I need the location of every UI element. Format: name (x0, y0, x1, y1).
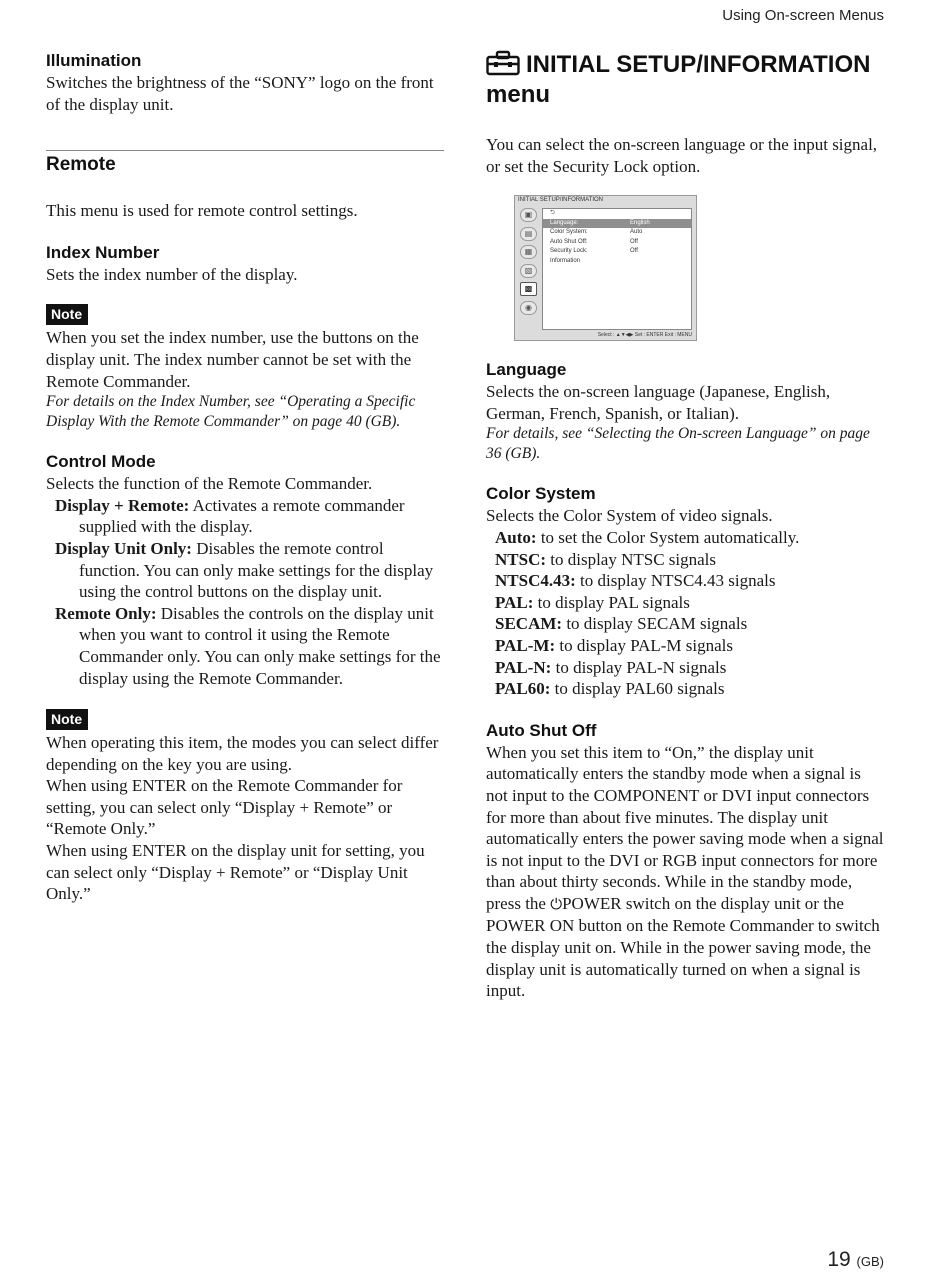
page-number: 19 (GB) (827, 1248, 884, 1271)
osd-title: INITIAL SETUP/INFORMATION (518, 197, 604, 204)
setup-menu-icon: ▧ (520, 264, 537, 278)
control-mode-note: When operating this item, the modes you can select differ depending on the key you are using. (46, 733, 439, 774)
color-system-heading: Color System (486, 484, 596, 504)
color-system-option: PAL60: to display PAL60 signals (495, 679, 725, 699)
color-system-option: PAL: to display PAL signals (495, 592, 690, 612)
auto-shut-off-heading: Auto Shut Off (486, 720, 597, 740)
power-icon: ⏻ (550, 894, 563, 913)
note-badge: Note (46, 709, 88, 730)
index-number-text: Sets the index number of the display. (46, 264, 298, 284)
color-system-text: Selects the Color System of video signals. (486, 506, 773, 526)
color-system-option: NTSC4.43: to display NTSC4.43 signals (495, 571, 776, 591)
color-system-option: SECAM: to display SECAM signals (495, 614, 748, 634)
osd-row: Information (550, 257, 581, 264)
back-icon: ⮌ (550, 210, 555, 217)
osd-back-row (543, 209, 691, 219)
illumination-heading: Illumination (46, 51, 142, 70)
left-column (46, 50, 444, 905)
language-reference: For details, see “Selecting the On-screen Language” on page 36 (GB). (486, 425, 870, 462)
osd-menu-icons (520, 208, 540, 319)
index-number-heading: Index Number (46, 242, 160, 262)
options-menu-icon: ▦ (520, 245, 537, 259)
color-system-option: NTSC: to display NTSC signals (495, 549, 717, 569)
osd-footer: Select : ▲▼◀▶ Set : ENTER Exit : MENU (597, 332, 692, 339)
language-heading: Language (486, 360, 567, 380)
control-mode-option: Display + Remote: Activates a remote commander supplied with the display. (55, 495, 405, 537)
control-mode-text: Selects the function of the Remote Commander. (46, 474, 373, 494)
picture-menu-icon: ▣ (520, 208, 537, 222)
screen-menu-icon: ▤ (520, 227, 537, 241)
remote-menu-icon: ◉ (520, 301, 537, 315)
toolbox-icon (486, 50, 520, 82)
note-badge: Note (46, 304, 88, 325)
control-mode-option: Remote Only: Disables the controls on the display unit when you want to control it using the Remote Commander only. You can only make settings for the display using the Remote Commander. (55, 603, 441, 688)
language-text: Selects the on-screen language (Japanese, English, German, French, Spanish, or Italian). (486, 382, 831, 423)
osd-row: Color System: Auto (550, 229, 643, 236)
auto-shut-off-text: When you set this item to “On,” the display unit automatically enters the standby mode when a signal is not input to the COMPONENT or DVI input connectors for more than about five minutes. The display unit automatically enters the power saving mode when a signal is not input to the DVI or RGB input connectors for more than about thirty seconds. While in the standby mode, press the ⏻POWER switch on the display unit or the POWER ON button on the Remote Commander to switch the display unit on. While in the power saving mode, the display unit is automatically turned on when a signal is input. (486, 742, 884, 1001)
osd-row: Security Lock: Off (550, 248, 638, 255)
remote-intro: This menu is used for remote control settings. (46, 201, 358, 221)
running-header: Using On-screen Menus (722, 7, 884, 24)
osd-screenshot (514, 195, 697, 341)
control-mode-heading: Control Mode (46, 452, 156, 472)
control-mode-note: When using ENTER on the Remote Commander for setting, you can select only “Display + Remote” or “Remote Only.” (46, 776, 403, 839)
color-system-option: PAL-N: to display PAL-N signals (495, 657, 727, 677)
menu-intro: You can select the on-screen language or the input signal, or set the Security Lock option. (486, 135, 878, 176)
toolbox-menu-icon: ▩ (520, 282, 537, 296)
osd-row: Auto Shut Off: Off (550, 238, 638, 245)
illumination-text: Switches the brightness of the “SONY” logo on the front of the display unit. (46, 73, 434, 114)
color-system-option: PAL-M: to display PAL-M signals (495, 635, 733, 655)
right-column (486, 50, 886, 1002)
index-number-reference: For details on the Index Number, see “Operating a Specific Display With the Remote Commander” on page 40 (GB). (46, 393, 416, 430)
osd-row: Language: English (543, 219, 691, 229)
control-mode-note: When using ENTER on the display unit for setting, you can select only “Display + Remote” or “Display Unit Only.” (46, 841, 425, 904)
control-mode-option: Display Unit Only: Disables the remote control function. You can only make settings for the display using the control buttons on the display unit. (55, 538, 434, 602)
osd-panel (542, 208, 692, 330)
index-number-note: When you set the index number, use the buttons on the display unit. The index number cannot be set with the Remote Commander. (46, 328, 419, 391)
section-divider (46, 150, 444, 151)
color-system-option: Auto: to set the Color System automatically. (495, 527, 800, 547)
menu-title: INITIAL SETUP/INFORMATION menu (486, 51, 871, 108)
remote-heading: Remote (46, 154, 116, 176)
